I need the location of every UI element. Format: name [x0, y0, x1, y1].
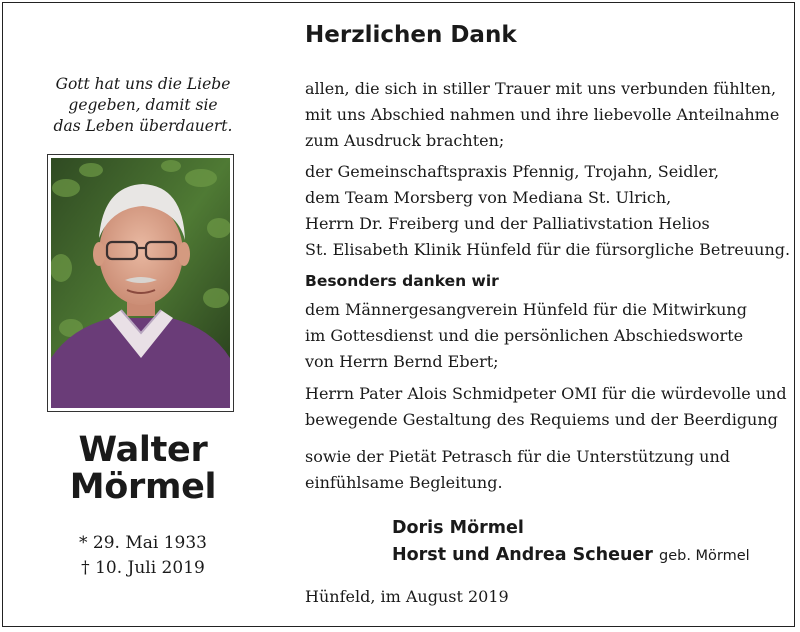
text-line: zum Ausdruck brachten;: [305, 131, 505, 150]
last-name: Mörmel: [69, 467, 217, 507]
text-line: allen, die sich in stiller Trauer mit uns verbunden fühlten,: [305, 79, 777, 98]
text-line: der Gemeinschaftspraxis Pfennig, Trojahn, Seidler,: [305, 162, 720, 181]
text-line: Herrn Pater Alois Schmidpeter OMI für die würdevolle und: [305, 384, 787, 403]
signature-names: Horst und Andrea Scheuer: [392, 545, 653, 565]
quote-line: Gott hat uns die Liebe: [55, 75, 231, 93]
death-date: † 10. Juli 2019: [81, 558, 205, 578]
portrait-photo: [51, 158, 230, 408]
life-dates: [38, 531, 248, 581]
quote-line: gegeben, damit sie: [68, 96, 218, 114]
signature-line-2: [392, 542, 750, 570]
place-date: Hünfeld, im August 2019: [305, 587, 509, 606]
signatures: [392, 515, 750, 570]
birth-date: * 29. Mai 1933: [79, 533, 207, 553]
page-title: Herzlichen Dank: [305, 22, 517, 48]
text-line: von Herrn Bernd Ebert;: [305, 352, 499, 371]
text-line: mit uns Abschied nahmen und ihre liebevolle Anteilnahme: [305, 105, 780, 124]
text-line: dem Männergesangverein Hünfeld für die Mitwirkung: [305, 300, 747, 319]
text-line: St. Elisabeth Klinik Hünfeld für die fürsorgliche Betreuung.: [305, 240, 791, 259]
thanks-paragraph-3: [305, 297, 747, 375]
text-line: Herrn Dr. Freiberg und der Palliativstation Helios: [305, 214, 710, 233]
quote: [38, 74, 248, 137]
thanks-paragraph-2: [305, 159, 790, 263]
maiden-name: geb. Mörmel: [659, 548, 750, 564]
text-line: dem Team Morsberg von Mediana St. Ulrich,: [305, 188, 672, 207]
thanks-paragraph-1: [305, 76, 779, 154]
first-name: Walter: [78, 430, 208, 470]
thanks-paragraph-4: [305, 381, 787, 433]
deceased-name: [38, 432, 248, 506]
text-line: einfühlsame Begleitung.: [305, 473, 503, 492]
subheading: Besonders danken wir: [305, 272, 499, 290]
text-line: bewegende Gestaltung des Requiems und der Beerdigung: [305, 410, 778, 429]
text-line: sowie der Pietät Petrasch für die Unterstützung und: [305, 447, 730, 466]
portrait-frame: [47, 154, 234, 412]
signature-line-1: Doris Mörmel: [392, 518, 524, 538]
quote-line: das Leben überdauert.: [53, 117, 233, 135]
text-line: im Gottesdienst und die persönlichen Abschiedsworte: [305, 326, 744, 345]
thanks-paragraph-5: [305, 444, 730, 496]
